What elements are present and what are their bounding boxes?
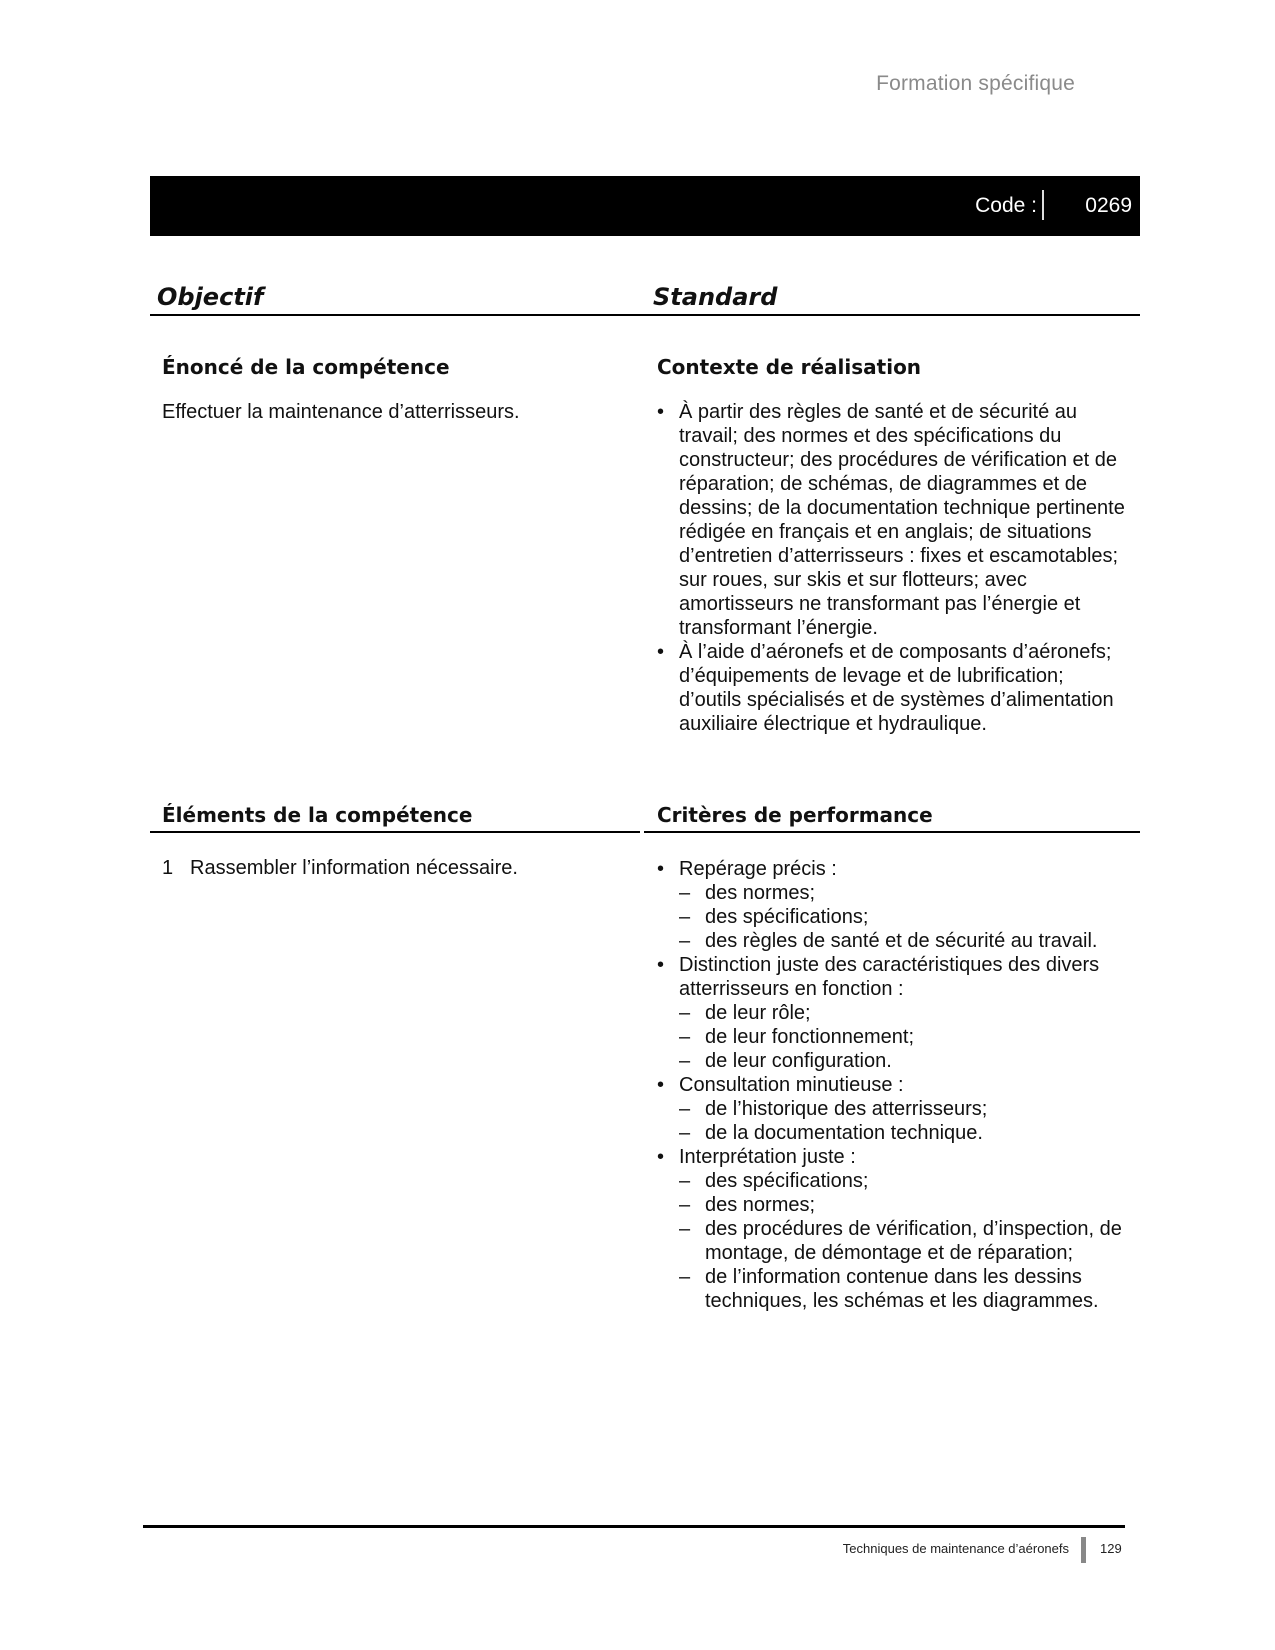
critere-item	[657, 953, 1137, 1073]
code-value: 0269	[1085, 194, 1132, 217]
criteres-rule	[644, 831, 1140, 833]
critere-text: Interprétation juste :	[679, 1146, 856, 1168]
running-header: Formation spécifique	[876, 72, 1075, 95]
criteres-heading: Critères de performance	[657, 803, 933, 827]
footer-rule	[143, 1525, 1125, 1528]
critere-sub: – de leur fonctionnement;	[679, 1025, 1137, 1049]
header-rule	[150, 314, 1140, 316]
critere-sub: – des règles de santé et de sécurité au travail.	[679, 929, 1137, 953]
elements-heading: Éléments de la compétence	[162, 803, 473, 827]
footer-doc-title: Techniques de maintenance d’aéronefs	[842, 1541, 1069, 1556]
column-title-objectif: Objectif	[157, 283, 264, 311]
contexte-list	[657, 400, 1127, 736]
critere-sub: – de la documentation technique.	[679, 1121, 1137, 1145]
code-separator	[1042, 190, 1044, 220]
code-label: Code :	[975, 194, 1037, 217]
critere-sub: – des spécifications;	[679, 905, 1137, 929]
critere-text: Repérage précis :	[679, 858, 837, 880]
code-bar	[150, 176, 1140, 236]
critere-sub: – des procédures de vérification, d’inspection, de montage, de démontage et de réparation;	[679, 1217, 1137, 1265]
footer-separator	[1081, 1537, 1086, 1563]
elements-rule	[150, 831, 640, 833]
criteres-list	[657, 857, 1137, 1313]
contexte-bullet: • À l’aide d’aéronefs et de composants d’aéronefs; d’équipements de levage et de lubrification; d’outils spécialisés et de systèmes d’alimentation auxiliaire électrique et hydraulique.	[657, 640, 1127, 736]
critere-sub: – de l’historique des atterrisseurs;	[679, 1097, 1137, 1121]
critere-sub: – des normes;	[679, 881, 1137, 905]
critere-sub: – des normes;	[679, 1193, 1137, 1217]
element-item	[162, 856, 518, 880]
critere-item	[657, 1145, 1137, 1313]
page-number: 129	[1100, 1541, 1122, 1556]
critere-item	[657, 857, 1137, 953]
contexte-heading: Contexte de réalisation	[657, 355, 922, 379]
critere-item	[657, 1073, 1137, 1145]
critere-text: Consultation minutieuse :	[679, 1074, 904, 1096]
critere-sub: – de leur configuration.	[679, 1049, 1137, 1073]
critere-text: Distinction juste des caractéristiques des divers atterrisseurs en fonction :	[679, 954, 1100, 1000]
enonce-text: Effectuer la maintenance d’atterrisseurs.	[162, 401, 520, 423]
element-text: Rassembler l’information nécessaire.	[190, 857, 518, 879]
critere-sub: – de l’information contenue dans les dessins techniques, les schémas et les diagrammes.	[679, 1265, 1137, 1313]
enonce-heading: Énoncé de la compétence	[162, 355, 450, 379]
column-title-standard: Standard	[653, 283, 778, 311]
critere-sub: – de leur rôle;	[679, 1001, 1137, 1025]
critere-sub: – des spécifications;	[679, 1169, 1137, 1193]
element-number: 1	[162, 857, 174, 879]
contexte-bullet: • À partir des règles de santé et de sécurité au travail; des normes et des spécifications du constructeur; des procédures de vérification et de réparation; de schémas, de diagrammes et de dessins; de la documentation technique pertinente rédigée en français et en anglais; de situations d’entretien d’atterrisseurs : fixes et escamotables; sur roues, sur skis et sur flotteurs; avec amortisseurs ne transformant pas l’énergie et transformant l’énergie.	[657, 400, 1127, 640]
